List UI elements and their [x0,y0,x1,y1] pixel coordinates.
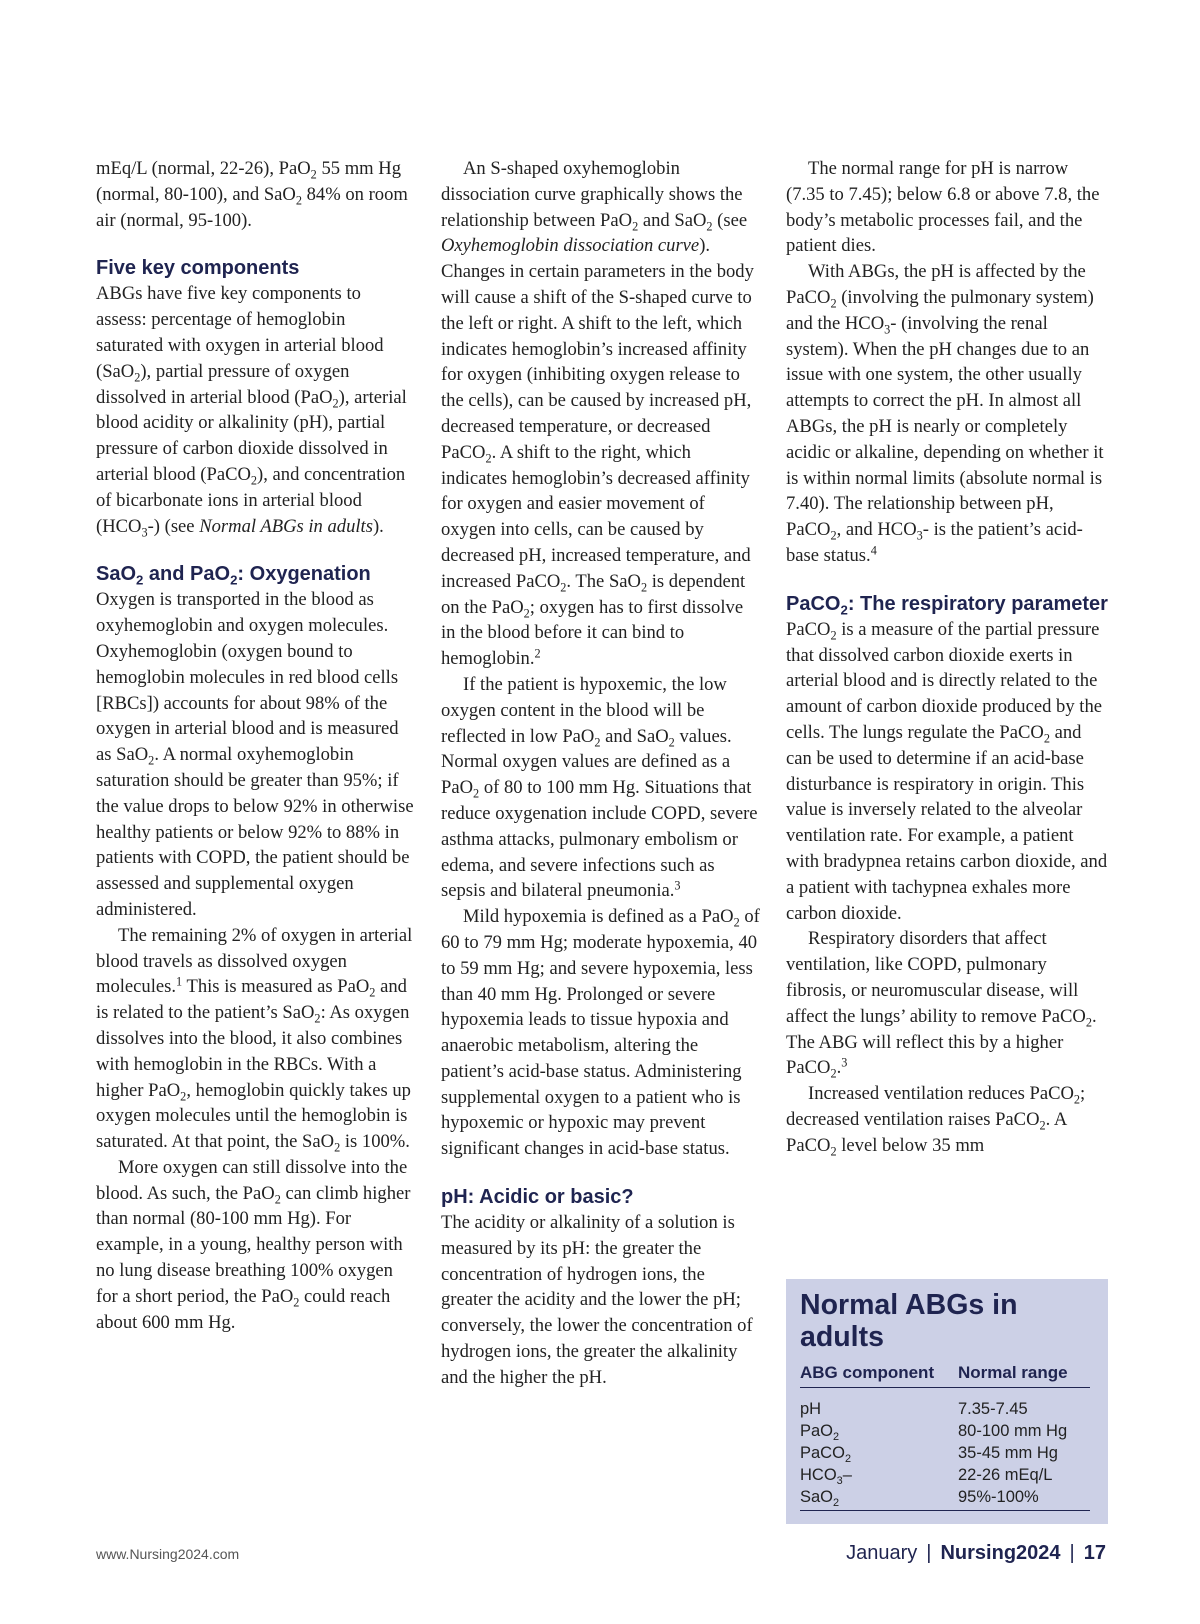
footer-month: January [846,1542,918,1564]
table-row [800,1442,1090,1464]
paragraph: The remaining 2% of oxygen in arterial blood travels as dissolved oxygen molecules.$^1$ This is measured as PaO$_2$ and is related to the patient’s SaO$_2$: As oxygen dissolves into the blood, it also combines with hemoglobin in the RBCs. With a higher PaO$_2$, hemoglobin quickly takes up oxygen molecules until the hemoglobin is saturated. At that point, the SaO$_2$ is 100%. [96,924,413,1155]
footer-website: www.Nursing2024.com [96,1546,240,1562]
abg-component: $HCO_3-$ [800,1466,852,1487]
footer-journal: Nursing2024 [940,1542,1061,1564]
table-header-row [800,1363,1090,1388]
column-1 [96,156,414,1335]
normal-abgs-sidebar [786,1279,1108,1524]
footer-separator: | [926,1542,932,1564]
table-row [800,1486,1090,1511]
section-heading: pH: Acidic or basic? [441,1186,634,1209]
page-number: 17 [1083,1542,1106,1564]
section-heading: Five key components [96,257,300,280]
table-row [800,1388,1090,1421]
table-row [800,1464,1090,1486]
paragraph: More oxygen can still dissolve into the blood. As such, the PaO$_2$ can climb higher than normal (80-100 mm Hg). For example, in a young, healthy person with no lung disease breathing 100% oxygen for a short period, the PaO$_2$ could reach about 600 mm Hg. [96,1156,411,1333]
column-header: ABG component [800,1363,958,1388]
abg-table [800,1363,1090,1511]
abg-range: 7.35-7.45 [958,1400,1028,1418]
column-header: Normal range [958,1363,1090,1388]
footer-separator: | [1069,1542,1075,1564]
paragraph: With ABGs, the pH is affected by the PaCO$_2$ (involving the pulmonary system) and the $HCO_3-$ (involving the renal system). When the pH changes due to an issue with one system, the other usually attempts to correct the pH. In almost all ABGs, the pH is nearly or completely acidic or alkaline, depending on whether it is within normal limits (absolute normal is 7.40). The relationship between pH, PaCO$_2$, and $HCO_3-$ is the patient’s acid-base status.$^4$ [786,261,1104,566]
sidebar-title: Normal ABGs in adults [800,1289,1018,1353]
paragraph: PaCO$_2$ is a measure of the partial pressure that dissolved carbon dioxide exerts in arterial blood and is directly related to the amount of carbon dioxide produced by the cells. The lungs regulate the PaCO$_2$ and can be used to determine if an acid-base disturbance is respiratory in origin. This value is inversely related to the alveolar ventilation rate. For example, a patient with bradypnea retains carbon dioxide, and a patient with tachypnea exhales more carbon dioxide. [786,618,1108,924]
paragraph: Oxygen is transported in the blood as oxyhemoglobin and oxygen molecules. Oxyhemoglobin (oxygen bound to hemoglobin molecules in red blood cells [RBCs]) accounts for about 98% of the oxygen in arterial blood and is measured as SaO$_2$. A normal oxyhemoglobin saturation should be greater than 95%; if the value drops to below 92% in otherwise healthy patients or below 92% to 88% in patients with COPD, the patient should be assessed and supplemental oxygen administered. [96,589,414,920]
paragraph: Respiratory disorders that affect ventilation, like COPD, pulmonary fibrosis, or neuromuscular disease, will affect the lungs’ ability to remove PaCO$_2$. The ABG will reflect this by a higher PaCO$_2$.$^3$ [786,928,1097,1081]
paragraph: The normal range for pH is narrow (7.35 to 7.45); below 6.8 or above 7.8, the body’s metabolic processes fail, and the patient dies. [786,158,1100,257]
paragraph: mEq/L (normal, 22-26), PaO$_2$ 55 mm Hg (normal, 80-100), and SaO$_2$ 84% on room air (normal, 95-100). [96,158,408,231]
abg-component: SaO$_2$ [800,1486,958,1511]
section-heading: SaO$_2$ and PaO$_2$: Oxygenation [96,563,371,588]
paragraph: Mild hypoxemia is defined as a PaO$_2$ of 60 to 79 mm Hg; moderate hypoxemia, 40 to 59 mm Hg; and severe hypoxemia, less than 40 mm Hg. Prolonged or severe hypoxemia leads to tissue hypoxia and anaerobic metabolism, altering the patient’s acid-base status. Administering supplemental oxygen to a patient who is hypoxemic or hypoxic may prevent significant changes in acid-base status. [441,906,760,1160]
abg-component: PaCO$_2$ [800,1444,851,1465]
footer-folio [846,1542,1106,1565]
paragraph: An S-shaped oxyhemoglobin dissociation curve graphically shows the relationship between PaO$_2$ and SaO$_2$ (see Oxyhemoglobin dissociation curve). Changes in certain parameters in the body will cause a shift of the S-shaped curve to the left or right. A shift to the left, which indicates hemoglobin’s increased affinity for oxygen (inhibiting oxygen release to the cells), can be caused by increased pH, decreased temperature, or decreased PaCO$_2$. A shift to the right, which indicates hemoglobin’s decreased affinity for oxygen and easier movement of oxygen into cells, can be caused by decreased pH, increased temperature, and increased PaCO$_2$. The SaO$_2$ is dependent on the PaO$_2$; oxygen has to first dissolve in the blood before it can bind to hemoglobin.$^2$ [441,158,754,670]
column-2 [441,156,761,1391]
table-row [800,1420,1090,1442]
section-heading: PaCO$_2$: The respiratory parameter [786,592,1108,618]
paragraph: Increased ventilation reduces PaCO$_2$; decreased ventilation raises PaCO$_2$. A PaCO$_2$ level below 35 mm [786,1083,1086,1158]
abg-component: PaO$_2$ [800,1422,840,1443]
abg-range: 95%-100% [958,1486,1090,1511]
abg-range: 35-45 mm Hg [958,1444,1058,1462]
paragraph: ABGs have five key components to assess: percentage of hemoglobin saturated with oxygen in arterial blood (SaO$_2$), partial pressure of oxygen dissolved in arterial blood (PaO$_2$), arterial blood acidity or alkalinity (pH), partial pressure of carbon dioxide dissolved in arterial blood (PaCO$_2$), and concentration of bicarbonate ions in arterial blood $(HCO_3-)$ (see Normal ABGs in adults). [96,283,407,539]
abg-range: 22-26 mEq/L [958,1466,1053,1484]
paragraph: The acidity or alkalinity of a solution is measured by its pH: the greater the concentration of hydrogen ions, the greater the acidity and the lower the pH; conversely, the lower the concentration of hydrogen ions, the greater the alkalinity and the higher the pH. [441,1212,753,1388]
column-3 [786,156,1108,1158]
paragraph: If the patient is hypoxemic, the low oxygen content in the blood will be reflected in low PaO$_2$ and SaO$_2$ values. Normal oxygen values are defined as a PaO$_2$ of 80 to 100 mm Hg. Situations that reduce oxygenation include COPD, severe asthma attacks, pulmonary embolism or edema, and severe infections such as sepsis and bilateral pneumonia.$^3$ [441,673,758,902]
abg-component: pH [800,1400,822,1418]
abg-range: 80-100 mm Hg [958,1422,1068,1440]
